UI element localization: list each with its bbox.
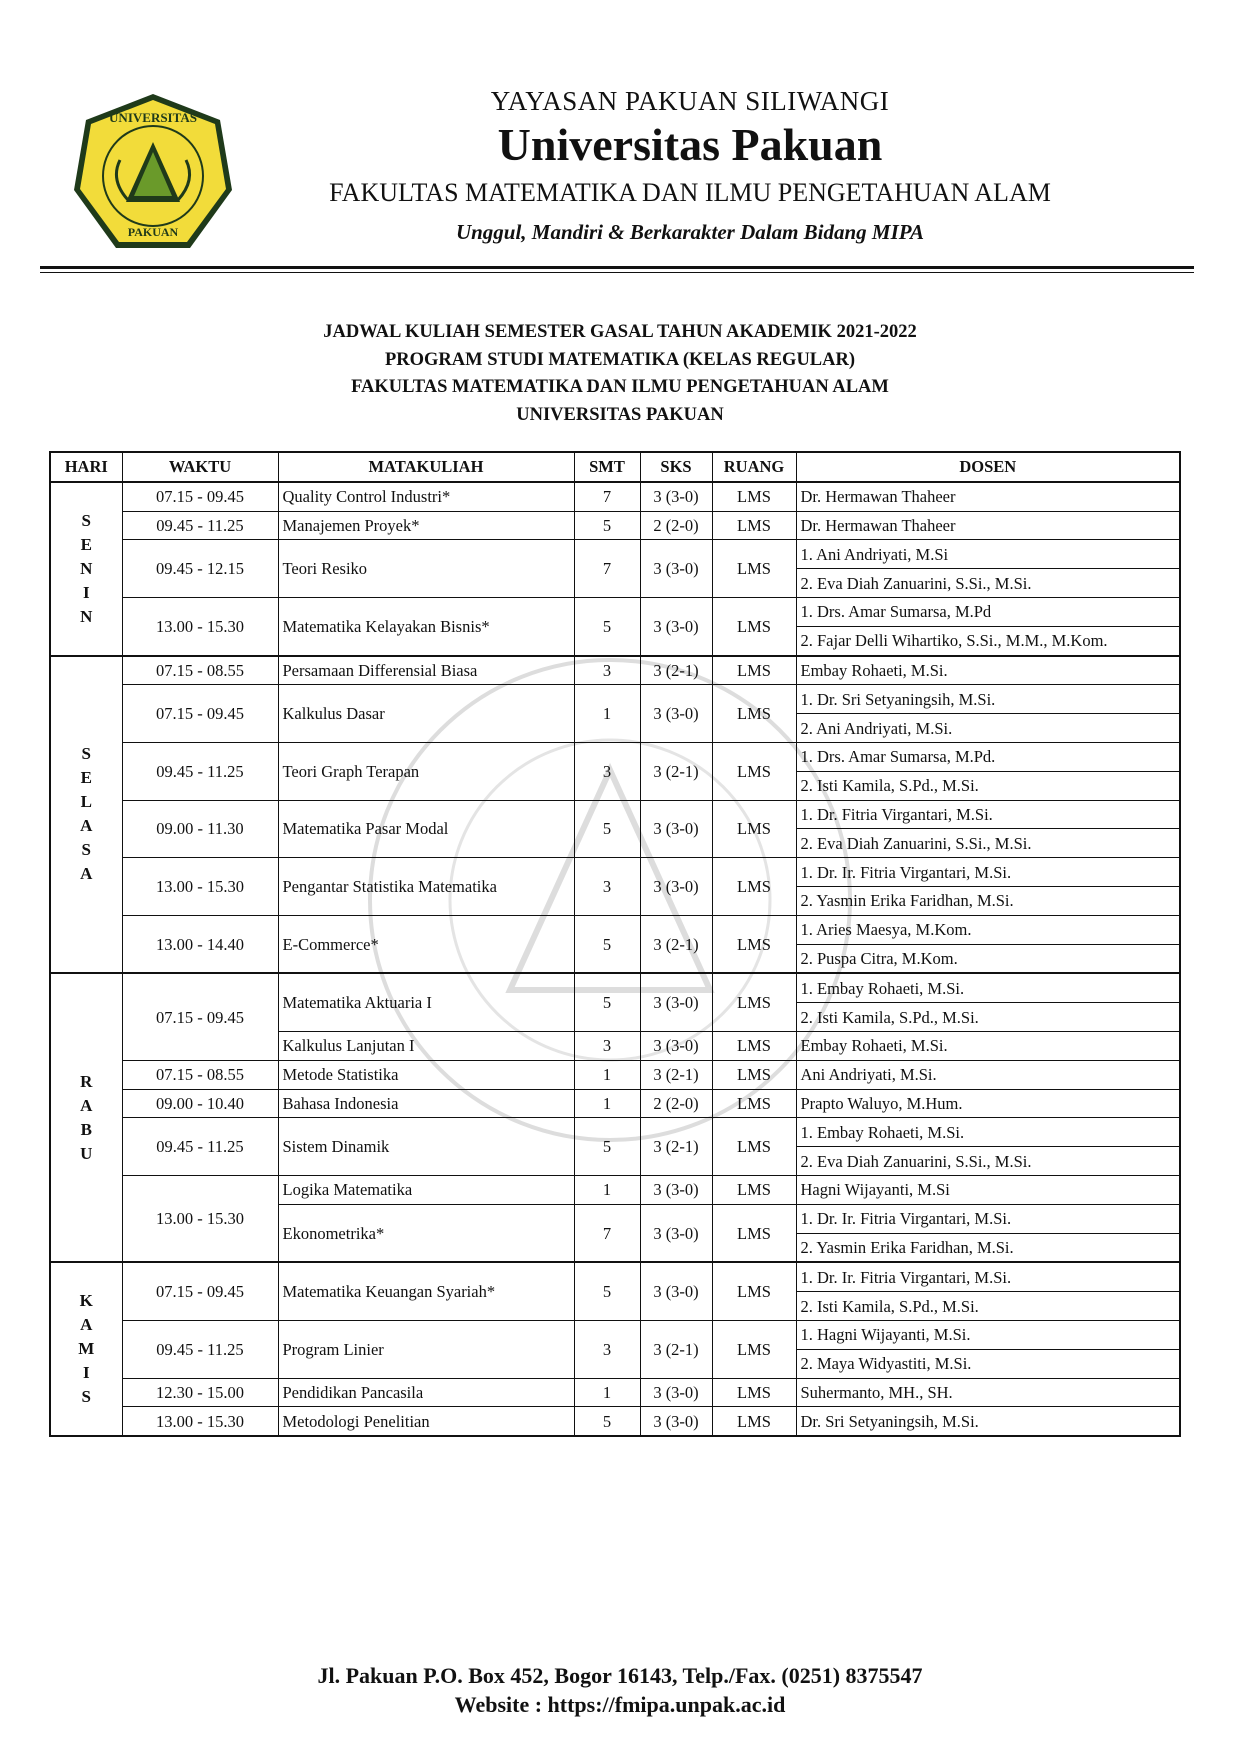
lecturer-cell: Embay Rohaeti, M.Si. — [796, 1031, 1180, 1060]
logo-text-top: UNIVERSITAS — [109, 110, 197, 125]
header-rule-thin — [40, 272, 1194, 273]
semester-cell: 1 — [574, 685, 640, 743]
table-row — [50, 1320, 1180, 1349]
title-line: JADWAL KULIAH SEMESTER GASAL TAHUN AKADEMIK 2021-2022 — [323, 322, 917, 342]
day-letter: A — [80, 864, 93, 884]
day-cell — [50, 1262, 122, 1436]
day-letter: S — [81, 1387, 91, 1407]
day-letter: E — [80, 768, 92, 788]
title-line: UNIVERSITAS PAKUAN — [516, 404, 724, 425]
lecturer-cell: 1. Dr. Fitria Virgantari, M.Si. — [796, 800, 1180, 829]
day-letter: L — [80, 792, 92, 812]
title-line: FAKULTAS MATEMATIKA DAN ILMU PENGETAHUAN ALAM — [351, 377, 889, 397]
time-cell: 13.00 - 15.30 — [122, 1407, 278, 1436]
day-cell — [50, 656, 122, 974]
credits-cell: 2 (2-0) — [640, 1089, 712, 1118]
day-letter: N — [80, 558, 93, 578]
day-letter: R — [80, 1071, 93, 1091]
course-cell: Logika Matematika — [278, 1175, 574, 1204]
room-cell: LMS — [712, 1204, 796, 1262]
room-cell: LMS — [712, 597, 796, 655]
room-cell: LMS — [712, 511, 796, 540]
lecturer-cell: 1. Embay Rohaeti, M.Si. — [796, 973, 1180, 1002]
semester-cell: 5 — [574, 973, 640, 1031]
semester-cell: 1 — [574, 1175, 640, 1204]
time-cell: 07.15 - 09.45 — [122, 1262, 278, 1320]
course-cell: Matematika Kelayakan Bisnis* — [278, 597, 574, 655]
credits-cell: 3 (3-0) — [640, 858, 712, 916]
day-letter: I — [82, 1363, 90, 1383]
course-cell: Manajemen Proyek* — [278, 511, 574, 540]
col-header: MATAKULIAH — [278, 452, 574, 482]
credits-cell: 3 (2-1) — [640, 1118, 712, 1176]
table-row — [50, 540, 1180, 569]
credits-cell: 3 (3-0) — [640, 1378, 712, 1407]
day-letter: U — [80, 1143, 93, 1163]
semester-cell: 3 — [574, 742, 640, 800]
lecturer-cell: 1. Drs. Amar Sumarsa, M.Pd — [796, 597, 1180, 626]
foundation-name: YAYASAN PAKUAN SILIWANGI — [490, 86, 890, 116]
room-cell: LMS — [712, 858, 796, 916]
room-cell: LMS — [712, 482, 796, 511]
day-letter: A — [80, 1315, 93, 1335]
lecturer-cell: 2. Maya Widyastiti, M.Si. — [796, 1349, 1180, 1378]
table-row — [50, 1407, 1180, 1436]
credits-cell: 3 (3-0) — [640, 540, 712, 598]
day-letter: S — [81, 510, 91, 530]
document-title — [0, 319, 1240, 429]
lecturer-cell: Prapto Waluyo, M.Hum. — [796, 1089, 1180, 1118]
lecturer-cell: Dr. Hermawan Thaheer — [796, 511, 1180, 540]
lecturer-cell: Dr. Hermawan Thaheer — [796, 482, 1180, 511]
course-cell: Ekonometrika* — [278, 1204, 574, 1262]
lecturer-cell: 1. Aries Maesya, M.Kom. — [796, 915, 1180, 944]
table-row — [50, 656, 1180, 685]
credits-cell: 3 (2-1) — [640, 656, 712, 685]
table-row — [50, 685, 1180, 714]
day-letter: B — [80, 1119, 92, 1139]
time-cell: 09.00 - 11.30 — [122, 800, 278, 858]
semester-cell: 5 — [574, 800, 640, 858]
semester-cell: 3 — [574, 858, 640, 916]
day-letter: A — [80, 816, 93, 836]
room-cell: LMS — [712, 1320, 796, 1378]
course-cell: Matematika Aktuaria I — [278, 973, 574, 1031]
day-cell — [50, 973, 122, 1262]
lecturer-cell: 1. Dr. Ir. Fitria Virgantari, M.Si. — [796, 858, 1180, 887]
day-letter: M — [78, 1339, 95, 1359]
semester-cell: 1 — [574, 1089, 640, 1118]
credits-cell: 3 (2-1) — [640, 915, 712, 973]
university-logo — [70, 90, 236, 256]
semester-cell: 5 — [574, 511, 640, 540]
table-header-row — [50, 452, 1180, 482]
lecturer-cell: 2. Isti Kamila, S.Pd., M.Si. — [796, 1003, 1180, 1032]
table-row — [50, 1175, 1180, 1204]
room-cell: LMS — [712, 800, 796, 858]
credits-cell: 3 (3-0) — [640, 1204, 712, 1262]
course-cell: Bahasa Indonesia — [278, 1089, 574, 1118]
time-cell: 07.15 - 09.45 — [122, 973, 278, 1060]
time-cell: 09.45 - 11.25 — [122, 1118, 278, 1176]
col-header: RUANG — [712, 452, 796, 482]
day-letter: E — [80, 534, 92, 554]
lecturer-cell: 1. Dr. Ir. Fitria Virgantari, M.Si. — [796, 1262, 1180, 1291]
table-row — [50, 742, 1180, 771]
table-row — [50, 858, 1180, 887]
room-cell: LMS — [712, 1089, 796, 1118]
credits-cell: 3 (2-1) — [640, 1320, 712, 1378]
course-cell: Kalkulus Lanjutan I — [278, 1031, 574, 1060]
course-cell: Program Linier — [278, 1320, 574, 1378]
credits-cell: 3 (2-1) — [640, 742, 712, 800]
room-cell: LMS — [712, 1407, 796, 1436]
header-rule — [40, 266, 1194, 269]
lecturer-cell: 2. Ani Andriyati, M.Si. — [796, 714, 1180, 743]
schedule-table — [49, 451, 1181, 1437]
lecturer-cell: 2. Yasmin Erika Faridhan, M.Si. — [796, 886, 1180, 915]
table-row — [50, 915, 1180, 944]
room-cell: LMS — [712, 1262, 796, 1320]
time-cell: 07.15 - 08.55 — [122, 1060, 278, 1089]
lecturer-cell: 2. Eva Diah Zanuarini, S.Si., M.Si. — [796, 1147, 1180, 1176]
lecturer-cell: 2. Eva Diah Zanuarini, S.Si., M.Si. — [796, 569, 1180, 598]
course-cell: Kalkulus Dasar — [278, 685, 574, 743]
time-cell: 12.30 - 15.00 — [122, 1378, 278, 1407]
day-letter: N — [80, 606, 93, 626]
table-row — [50, 1118, 1180, 1147]
room-cell: LMS — [712, 540, 796, 598]
day-letter: S — [81, 744, 91, 764]
room-cell: LMS — [712, 1175, 796, 1204]
room-cell: LMS — [712, 1378, 796, 1407]
col-header: DOSEN — [796, 452, 1180, 482]
day-letter: S — [81, 840, 91, 860]
lecturer-cell: 2. Yasmin Erika Faridhan, M.Si. — [796, 1233, 1180, 1262]
room-cell: LMS — [712, 1031, 796, 1060]
col-header: HARI — [50, 452, 122, 482]
col-header: WAKTU — [122, 452, 278, 482]
time-cell: 07.15 - 08.55 — [122, 656, 278, 685]
table-row — [50, 1060, 1180, 1089]
semester-cell: 7 — [574, 1204, 640, 1262]
semester-cell: 5 — [574, 915, 640, 973]
time-cell: 09.00 - 10.40 — [122, 1089, 278, 1118]
table-row — [50, 1262, 1180, 1291]
semester-cell: 5 — [574, 1262, 640, 1320]
table-row — [50, 973, 1180, 1002]
lecturer-cell: Ani Andriyati, M.Si. — [796, 1060, 1180, 1089]
semester-cell: 5 — [574, 1407, 640, 1436]
table-row — [50, 1378, 1180, 1407]
semester-cell: 5 — [574, 597, 640, 655]
room-cell: LMS — [712, 1118, 796, 1176]
lecturer-cell: 2. Isti Kamila, S.Pd., M.Si. — [796, 1292, 1180, 1321]
credits-cell: 3 (2-1) — [640, 1060, 712, 1089]
motto: Unggul, Mandiri & Berkarakter Dalam Bidang MIPA — [455, 220, 925, 244]
semester-cell: 1 — [574, 1060, 640, 1089]
credits-cell: 2 (2-0) — [640, 511, 712, 540]
course-cell: Teori Resiko — [278, 540, 574, 598]
time-cell: 09.45 - 12.15 — [122, 540, 278, 598]
title-line: PROGRAM STUDI MATEMATIKA (KELAS REGULAR) — [384, 349, 856, 370]
lecturer-cell: 2. Eva Diah Zanuarini, S.Si., M.Si. — [796, 829, 1180, 858]
course-cell: Quality Control Industri* — [278, 482, 574, 511]
room-cell: LMS — [712, 742, 796, 800]
table-row — [50, 1089, 1180, 1118]
lecturer-cell: 2. Fajar Delli Wihartiko, S.Si., M.M., M.Kom. — [796, 626, 1180, 655]
time-cell: 09.45 - 11.25 — [122, 1320, 278, 1378]
day-letter: A — [80, 1095, 93, 1115]
credits-cell: 3 (3-0) — [640, 685, 712, 743]
room-cell: LMS — [712, 656, 796, 685]
lecturer-cell: Dr. Sri Setyaningsih, M.Si. — [796, 1407, 1180, 1436]
room-cell: LMS — [712, 1060, 796, 1089]
day-letter: I — [82, 582, 90, 602]
footer-address: Jl. Pakuan P.O. Box 452, Bogor 16143, Telp./Fax. (0251) 8375547 — [317, 1663, 923, 1688]
table-row — [50, 597, 1180, 626]
lecturer-cell: 1. Embay Rohaeti, M.Si. — [796, 1118, 1180, 1147]
table-row — [50, 800, 1180, 829]
lecturer-cell: 1. Dr. Ir. Fitria Virgantari, M.Si. — [796, 1204, 1180, 1233]
course-cell: Metodologi Penelitian — [278, 1407, 574, 1436]
university-name: Universitas Pakuan — [497, 119, 883, 170]
logo-text-bottom: PAKUAN — [127, 225, 179, 239]
semester-cell: 7 — [574, 540, 640, 598]
credits-cell: 3 (3-0) — [640, 482, 712, 511]
lecturer-cell: 1. Drs. Amar Sumarsa, M.Pd. — [796, 742, 1180, 771]
col-header: SKS — [640, 452, 712, 482]
semester-cell: 7 — [574, 482, 640, 511]
day-cell — [50, 482, 122, 656]
course-cell: Metode Statistika — [278, 1060, 574, 1089]
course-cell: Teori Graph Terapan — [278, 742, 574, 800]
day-letter: K — [79, 1291, 93, 1311]
table-row — [50, 482, 1180, 511]
semester-cell: 3 — [574, 656, 640, 685]
lecturer-cell: 2. Isti Kamila, S.Pd., M.Si. — [796, 771, 1180, 800]
credits-cell: 3 (3-0) — [640, 597, 712, 655]
course-cell: Sistem Dinamik — [278, 1118, 574, 1176]
credits-cell: 3 (3-0) — [640, 1031, 712, 1060]
lecturer-cell: 1. Hagni Wijayanti, M.Si. — [796, 1320, 1180, 1349]
lecturer-cell: 1. Dr. Sri Setyaningsih, M.Si. — [796, 685, 1180, 714]
credits-cell: 3 (3-0) — [640, 800, 712, 858]
time-cell: 13.00 - 15.30 — [122, 597, 278, 655]
credits-cell: 3 (3-0) — [640, 1175, 712, 1204]
semester-cell: 1 — [574, 1378, 640, 1407]
lecturer-cell: Suhermanto, MH., SH. — [796, 1378, 1180, 1407]
semester-cell: 3 — [574, 1320, 640, 1378]
course-cell: Pendidikan Pancasila — [278, 1378, 574, 1407]
time-cell: 09.45 - 11.25 — [122, 511, 278, 540]
time-cell: 07.15 - 09.45 — [122, 482, 278, 511]
semester-cell: 5 — [574, 1118, 640, 1176]
course-cell: Pengantar Statistika Matematika — [278, 858, 574, 916]
course-cell: Persamaan Differensial Biasa — [278, 656, 574, 685]
lecturer-cell: Embay Rohaeti, M.Si. — [796, 656, 1180, 685]
lecturer-cell: 2. Puspa Citra, M.Kom. — [796, 944, 1180, 973]
footer-website: Website : https://fmipa.unpak.ac.id — [454, 1692, 786, 1717]
semester-cell: 3 — [574, 1031, 640, 1060]
time-cell: 13.00 - 15.30 — [122, 1175, 278, 1262]
course-cell: Matematika Keuangan Syariah* — [278, 1262, 574, 1320]
credits-cell: 3 (3-0) — [640, 973, 712, 1031]
time-cell: 13.00 - 15.30 — [122, 858, 278, 916]
time-cell: 13.00 - 14.40 — [122, 915, 278, 973]
faculty-name: FAKULTAS MATEMATIKA DAN ILMU PENGETAHUAN ALAM — [329, 178, 1051, 207]
room-cell: LMS — [712, 915, 796, 973]
room-cell: LMS — [712, 685, 796, 743]
time-cell: 09.45 - 11.25 — [122, 742, 278, 800]
course-cell: E-Commerce* — [278, 915, 574, 973]
credits-cell: 3 (3-0) — [640, 1262, 712, 1320]
col-header: SMT — [574, 452, 640, 482]
lecturer-cell: 1. Ani Andriyati, M.Si — [796, 540, 1180, 569]
time-cell: 07.15 - 09.45 — [122, 685, 278, 743]
course-cell: Matematika Pasar Modal — [278, 800, 574, 858]
credits-cell: 3 (3-0) — [640, 1407, 712, 1436]
table-row — [50, 511, 1180, 540]
room-cell: LMS — [712, 973, 796, 1031]
lecturer-cell: Hagni Wijayanti, M.Si — [796, 1175, 1180, 1204]
